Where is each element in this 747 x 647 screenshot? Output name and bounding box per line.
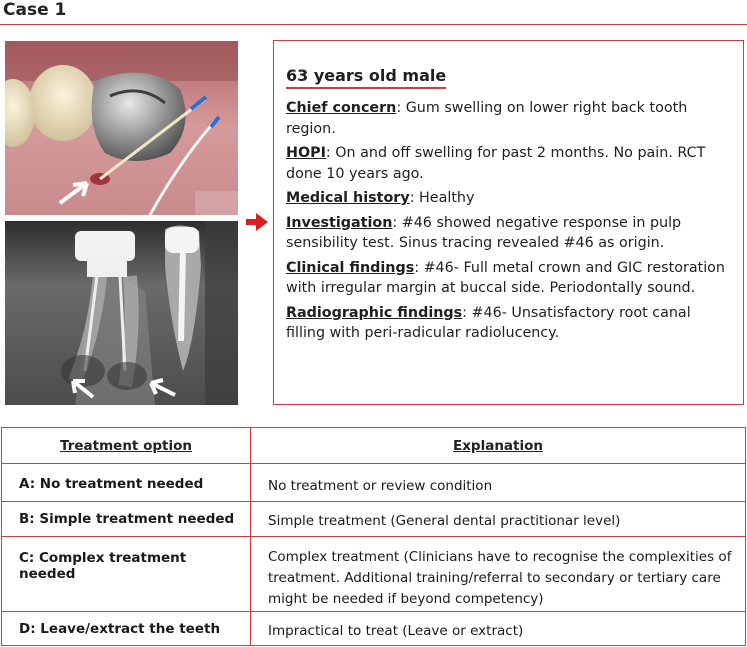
finding-clinical-findings [286, 258, 726, 299]
table-header-row [2, 428, 746, 464]
case-title: Case 1 [3, 0, 67, 20]
finding-radiographic-findings [286, 303, 726, 344]
patient-summary-box [273, 40, 744, 405]
explanation-cell: Complex treatment (Clinicians have to recognise the complexities of treatment. Additional training/referral to secondary or tertiary care might be needed if beyond competency) [251, 537, 746, 612]
finding-medical-history [286, 188, 726, 209]
explanation-cell: Simple treatment (General dental practitionar level) [251, 502, 746, 537]
finding-label: Clinical findings [286, 259, 415, 276]
finding-text: : On and off swelling for past 2 months. No pain. RCT done 10 years ago. [286, 145, 706, 182]
table-row [2, 537, 746, 612]
finding-text: : Gum swelling on lower right back tooth region. [286, 100, 688, 137]
finding-text: : #46- Unsatisfactory root canal filling with peri-radicular radiolucency. [286, 304, 691, 341]
finding-chief-concern [286, 98, 726, 139]
treatment-options-table [1, 427, 746, 646]
finding-label: Chief concern [286, 100, 397, 116]
header-explanation: Explanation [251, 428, 746, 464]
explanation-cell: No treatment or review condition [251, 464, 746, 502]
explanation-cell: Impractical to treat (Leave or extract) [251, 612, 746, 646]
clinical-photo [5, 41, 238, 215]
option-cell: B: Simple treatment needed [2, 502, 251, 537]
radiograph-image [5, 221, 238, 405]
table-row [2, 612, 746, 646]
title-divider [0, 24, 747, 25]
finding-text: : #46 showed negative response in pulp sensibility test. Sinus tracing revealed #46 as origin. [286, 214, 682, 251]
table-row [2, 464, 746, 502]
option-cell: D: Leave/extract the teeth [2, 612, 251, 646]
finding-label: Radiographic findings [286, 304, 463, 321]
finding-investigation [286, 213, 726, 254]
option-cell: C: Complex treatment needed [2, 537, 251, 612]
arrow-right-icon [246, 213, 268, 235]
finding-text: : Healthy [409, 190, 475, 206]
finding-label: Medical history [286, 190, 410, 206]
option-cell: A: No treatment needed [2, 464, 251, 502]
finding-hopi [286, 143, 726, 184]
findings-list [286, 98, 726, 348]
header-treatment-option: Treatment option [2, 428, 251, 464]
table-row [2, 502, 746, 537]
finding-text: : #46- Full metal crown and GIC restoration with irregular margin at buccal side. Periodontally sound. [286, 259, 725, 296]
finding-label: HOPI [286, 145, 326, 161]
finding-label: Investigation [286, 214, 393, 231]
patient-title: 63 years old male [286, 66, 446, 89]
